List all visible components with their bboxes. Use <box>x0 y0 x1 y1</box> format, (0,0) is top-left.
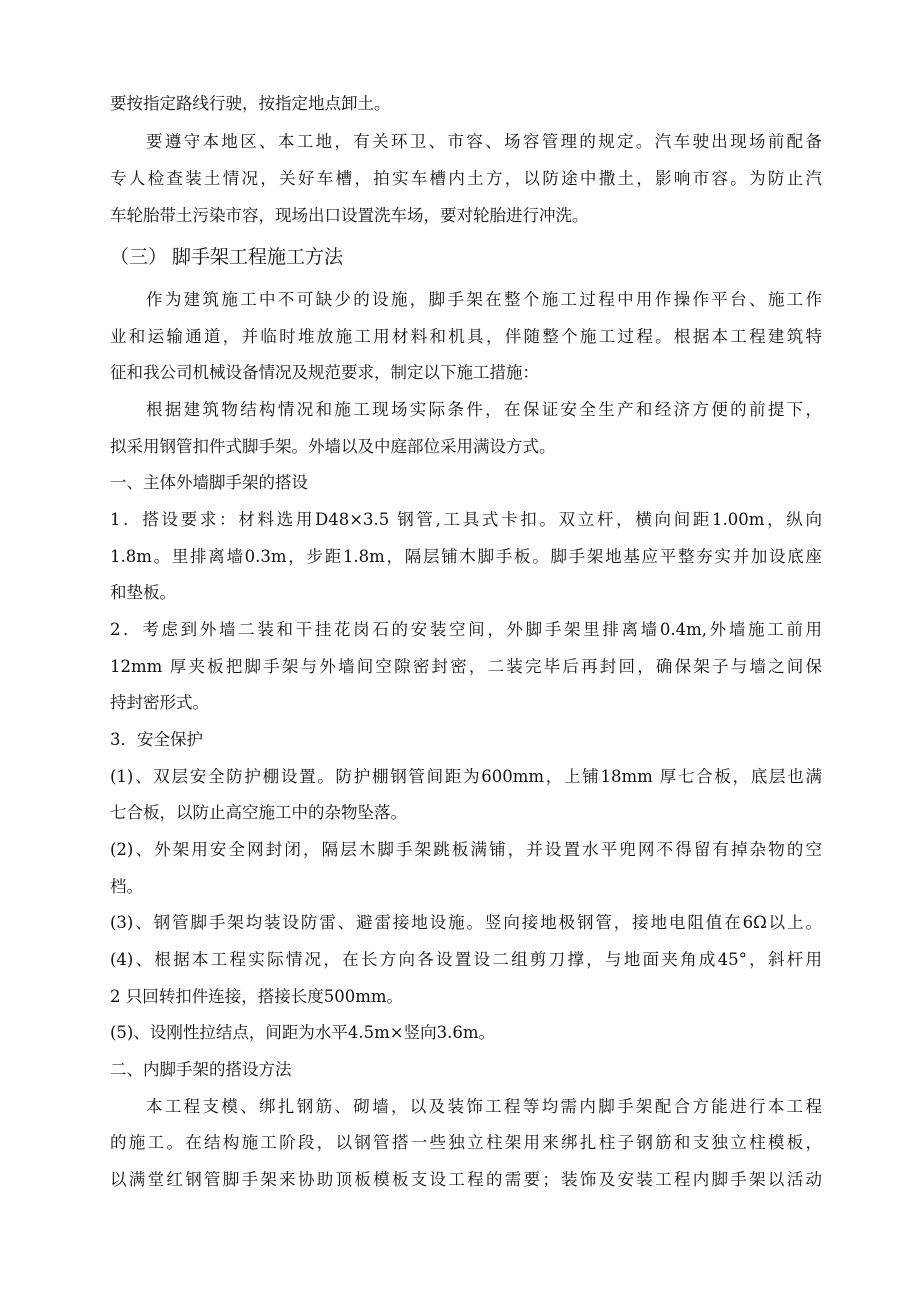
safety2-line-1: (2)、外架用安全网封闭，隔层木脚手架跳板满铺，并设置水平兜网不得留有掉杂物的空 <box>110 840 822 859</box>
paragraph-inner-line-2: 的施工。在结构施工阶段，以钢管搭一些独立柱架用来绑扎柱子钢筋和支独立柱模板， <box>110 1133 822 1152</box>
safety3-line: (3)、钢管脚手架均装设防雷、避雷接地设施。竖向接地极钢管，接地电阻值在6Ω以上。 <box>110 913 822 932</box>
item1-line-3: 和垫板。 <box>110 583 176 602</box>
paragraph-sanitation-line-3: 车轮胎带土污染市容，现场出口设置洗车场，要对轮胎进行冲洗。 <box>110 206 589 225</box>
paragraph-intro-line-3: 征和我公司机械设备情况及规范要求，制定以下施工措施： <box>110 363 539 382</box>
paragraph-inner-line-1: 本工程支模、绑扎钢筋、砌墙，以及装饰工程等均需内脚手架配合方能进行本工程 <box>146 1097 822 1116</box>
item3-title: 3．安全保护 <box>110 730 203 749</box>
paragraph-intro-line-2: 业和运输通道，并临时堆放施工用材料和机具，伴随整个施工过程。根据本工程建筑特 <box>110 327 822 346</box>
item2-line-1: 2．考虑到外墙二装和干挂花岗石的安装空间，外脚手架里排离墙0.4m,外墙施工前用 <box>110 620 822 639</box>
subheading-exterior-scaffold: 一、主体外墙脚手架的搭设 <box>110 473 308 492</box>
paragraph-sanitation-line-2: 专人检查装土情况，关好车槽，拍实车槽内土方，以防途中撒土，影响市容。为防止汽 <box>110 169 822 188</box>
subheading-interior-scaffold: 二、内脚手架的搭设方法 <box>110 1060 292 1079</box>
paragraph-plan-line-1: 根据建筑物结构情况和施工现场实际条件，在保证安全生产和经济方便的前提下， <box>146 400 822 419</box>
safety1-line-1: (1)、双层安全防护棚设置。防护棚钢管间距为600mm，上铺18mm 厚七合板，底层也满 <box>110 767 822 786</box>
item1-line-1: 1．搭设要求：材料选用D48×3.5 钢管,工具式卡扣。双立杆，横向间距1.00m，纵向 <box>110 510 822 529</box>
paragraph-plan-line-2: 拟采用钢管扣件式脚手架。外墙以及中庭部位采用满设方式。 <box>110 437 556 456</box>
safety4-line-2: 2 只回转扣件连接，搭接长度500mm。 <box>110 987 404 1006</box>
safety5-line: (5)、设刚性拉结点，间距为水平4.5m×竖向3.6m。 <box>110 1023 495 1042</box>
section-number: （三） <box>110 246 168 268</box>
paragraph-intro-line-1: 作为建筑施工中不可缺少的设施，脚手架在整个施工过程中用作操作平台、施工作 <box>146 290 822 309</box>
safety4-line-1: (4)、根据本工程实际情况，在长方向各设置设二组剪刀撑，与地面夹角成45°，斜杆用 <box>110 950 822 969</box>
section-heading-scaffolding <box>110 244 822 270</box>
item2-line-3: 持封密形式。 <box>110 693 209 712</box>
paragraph-inner-line-3: 以满堂红钢管脚手架来协助顶板模板支设工程的需要；装饰及安装工程内脚手架以活动 <box>110 1170 822 1189</box>
item1-line-2: 1.8m。里排离墙0.3m，步距1.8m，隔层铺木脚手板。脚手架地基应平整夯实并加设底座 <box>110 547 822 566</box>
section-title: 脚手架工程施工方法 <box>172 246 344 268</box>
item2-line-2: 12mm 厚夹板把脚手架与外墙间空隙密封密，二装完毕后再封回，确保架子与墙之间保 <box>110 657 822 676</box>
paragraph-sanitation-line-1: 要遵守本地区、本工地，有关环卫、市容、场容管理的规定。汽车驶出现场前配备 <box>146 132 822 151</box>
paragraph-unload-route: 要按指定路线行驶，按指定地点卸土。 <box>110 94 391 113</box>
safety2-line-2: 档。 <box>110 877 143 896</box>
safety1-line-2: 七合板，以防止高空施工中的杂物坠落。 <box>110 803 407 822</box>
